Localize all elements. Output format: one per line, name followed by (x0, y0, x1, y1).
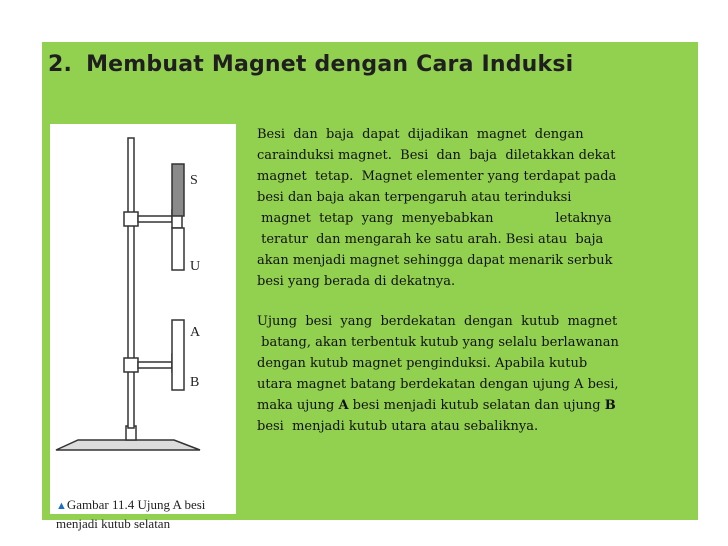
stand-base (56, 440, 200, 450)
p1-line: carainduksi magnet. Besi dan baja diletakkan dekat (257, 148, 616, 163)
p1-line: besi yang berada di dekatnya. (257, 274, 456, 289)
label-b: B (190, 375, 200, 390)
p2-line5-before: maka ujung (257, 398, 339, 413)
slide-title (48, 52, 573, 77)
caption-line-2: menjadi kutub selatan (56, 516, 171, 531)
p2-bold-a: A (338, 398, 349, 413)
stand-rod (128, 138, 134, 428)
p1-line: besi dan baja akan terpengaruh atau terinduksi (257, 190, 572, 205)
figure-caption (56, 496, 236, 533)
figure-panel (50, 124, 236, 531)
p1-line: magnet tetap. Magnet elementer yang terdapat pada (257, 169, 617, 184)
body-text (257, 124, 687, 437)
label-a: A (190, 325, 201, 340)
p2-line: Ujung besi yang berdekatan dengan kutub magnet (257, 314, 618, 329)
slide (42, 42, 698, 531)
label-s: S (190, 173, 198, 188)
p2-line5-middle: besi menjadi kutub selatan dan ujung (348, 398, 605, 413)
upper-arm (138, 216, 172, 222)
lower-arm (138, 362, 172, 368)
label-u: U (190, 259, 201, 274)
p2-bold-b: B (604, 398, 616, 413)
caption-line-1: Gambar 11.4 Ujung A besi (66, 497, 206, 512)
p2-line-6: besi menjadi kutub utara atau sebaliknya. (257, 419, 539, 434)
bar-magnet-north (172, 228, 184, 270)
caption-triangle-icon: ▲ (56, 500, 67, 512)
p1-line: akan menjadi magnet sehingga dapat menarik serbuk (257, 253, 613, 268)
iron-bar (172, 320, 184, 390)
p2-line: batang, akan terbentuk kutub yang selalu berlawanan (257, 335, 619, 350)
upper-clamp (124, 212, 138, 226)
paragraph-2 (257, 311, 687, 437)
p1-line: magnet tetap yang menyebabkan letaknya (257, 211, 612, 226)
paragraph-1 (257, 124, 687, 292)
p2-line-5 (257, 395, 687, 416)
p2-line: utara magnet batang berdekatan dengan ujung A besi, (257, 377, 619, 392)
bar-magnet-south (172, 164, 184, 216)
p1-line: teratur dan mengarah ke satu arah. Besi atau baja (257, 232, 604, 247)
p1-line: Besi dan baja dapat dijadikan magnet dengan (257, 127, 584, 142)
p2-line: dengan kutub magnet penginduksi. Apabila kutub (257, 356, 588, 371)
lower-clamp (124, 358, 138, 372)
induction-apparatus-illustration (50, 124, 236, 514)
title-text: Membuat Magnet dengan Cara Induksi (86, 52, 574, 77)
title-number: 2. (48, 52, 73, 77)
